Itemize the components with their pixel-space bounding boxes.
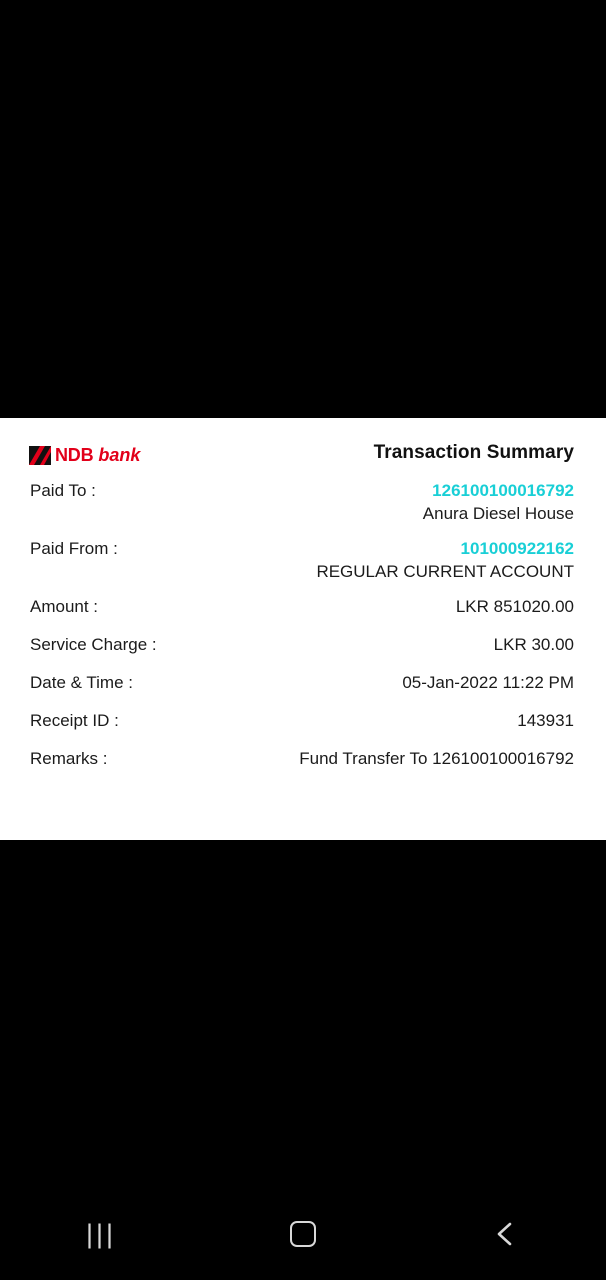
paid-from-account-number: 101000922162: [460, 538, 574, 558]
receipt-header: [0, 418, 606, 480]
date-time-value: 05-Jan-2022 11:22 PM: [402, 672, 574, 692]
row-amount: [30, 596, 574, 619]
row-value-group: [423, 480, 574, 526]
brand-suffix: bank: [98, 445, 141, 465]
paid-to-account-number: 126100100016792: [432, 481, 574, 500]
row-label: Remarks :: [30, 748, 108, 768]
receipt-id-value: 143931: [517, 710, 574, 730]
row-label: Amount :: [30, 596, 99, 616]
page-title: Transaction Summary: [373, 442, 574, 463]
row-date-time: [30, 672, 574, 695]
row-label: Service Charge :: [30, 634, 157, 654]
row-value-group: [316, 538, 574, 584]
row-receipt-id: [30, 710, 574, 733]
row-paid-to: [30, 480, 574, 526]
row-label: Paid To :: [30, 481, 96, 500]
transaction-summary-card: [0, 418, 606, 840]
ndb-bank-logo: [29, 444, 140, 466]
row-label: Paid From :: [30, 538, 118, 558]
paid-to-name: Anura Diesel House: [422, 503, 574, 523]
row-service-charge: [30, 634, 574, 657]
row-label: Date & Time :: [30, 672, 133, 692]
recents-button[interactable]: [56, 1204, 146, 1264]
row-remarks: [30, 748, 574, 771]
remarks-value: Fund Transfer To 126100100016792: [299, 748, 574, 768]
paid-from-account-type: REGULAR CURRENT ACCOUNT: [316, 561, 574, 581]
back-icon: [493, 1220, 517, 1248]
android-navigation-bar: [0, 1188, 606, 1280]
brand-name: NDB: [55, 445, 94, 465]
back-button[interactable]: [460, 1204, 550, 1264]
service-charge-value: LKR 30.00: [493, 634, 574, 654]
home-button[interactable]: [258, 1204, 348, 1264]
home-icon: [290, 1221, 316, 1247]
ndb-logo-icon: [29, 446, 51, 465]
row-paid-from: [30, 538, 574, 584]
receipt-rows: [0, 480, 606, 770]
amount-value: LKR 851020.00: [455, 596, 574, 616]
recents-icon: |||: [85, 1218, 117, 1249]
row-label: Receipt ID :: [30, 710, 119, 730]
